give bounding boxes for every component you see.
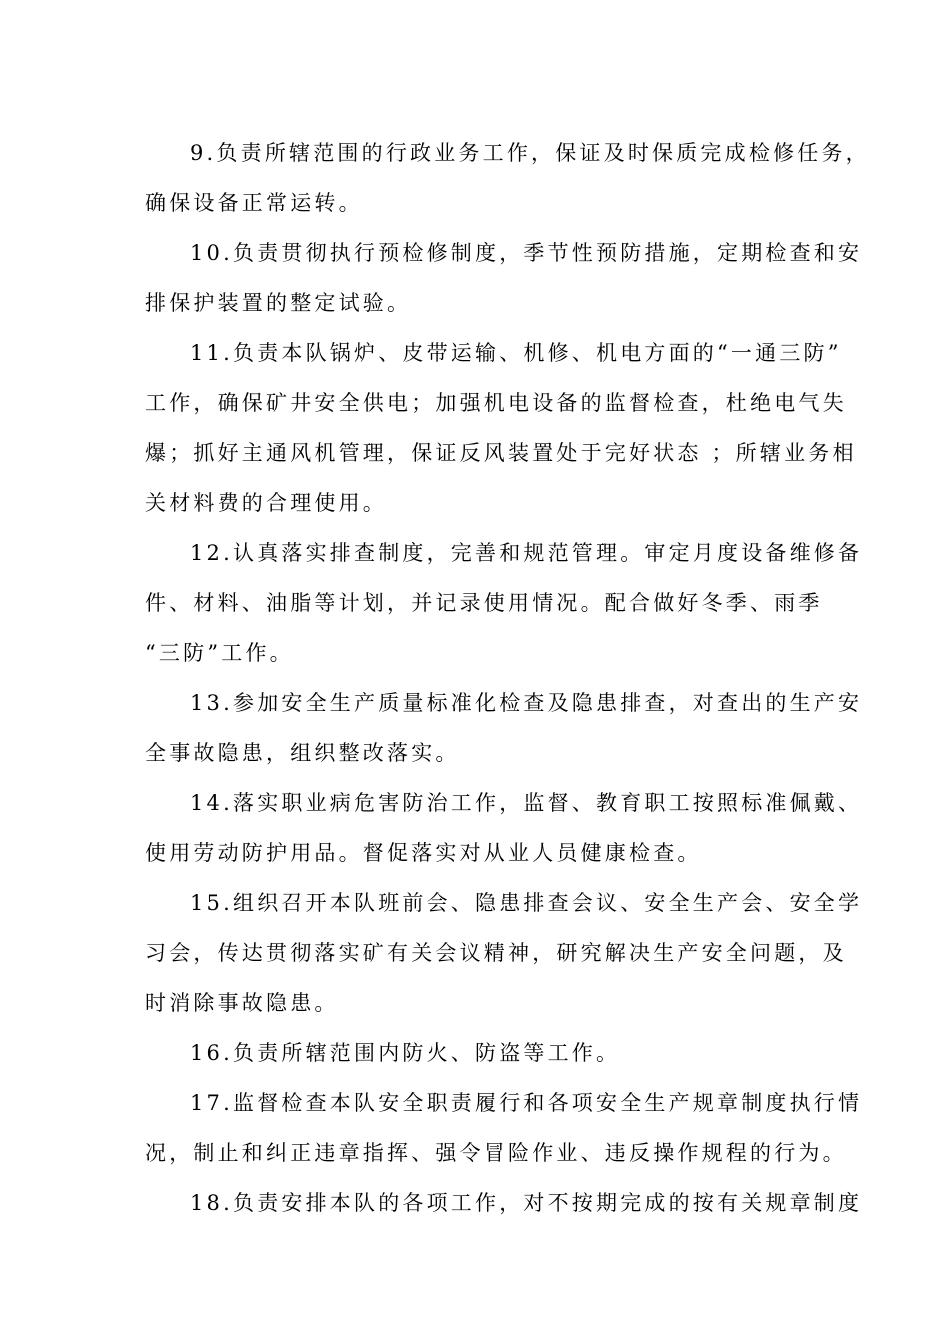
document-body: [145, 128, 870, 1228]
paragraph-line: 16.负责所辖范围内防火、防盗等工作。: [190, 1041, 621, 1065]
paragraph-13: [145, 678, 863, 778]
paragraph-line: 11.负责本队锅炉、皮带运输、机修、机电方面的“一通三防”: [190, 341, 842, 365]
paragraph-16: [145, 1028, 810, 1078]
paragraph-17: [145, 1078, 863, 1178]
paragraph-line: 习会，传达贯彻落实矿有关会议精神，研究解决生产安全问题，及: [145, 941, 847, 965]
paragraph-line: 排保护装置的整定试验。: [145, 291, 412, 315]
paragraph-11: [145, 328, 857, 528]
paragraph-line: 17.监督检查本队安全职责履行和各项安全生产规章制度执行情: [190, 1091, 863, 1115]
paragraph-15: [145, 878, 863, 1028]
paragraph-line: 时消除事故隐患。: [145, 991, 339, 1015]
paragraph-line: 工作，确保矿井安全供电；加强机电设备的监督检查，杜绝电气失: [145, 391, 847, 415]
paragraph-line: 件、材料、油脂等计划，并记录使用情况。配合做好冬季、雨季: [145, 591, 823, 615]
paragraph-line: 况，制止和纠正违章指挥、强令冒险作业、违反操作规程的行为。: [145, 1141, 847, 1165]
paragraph-14: [145, 778, 863, 878]
paragraph-line: 10.负责贯彻执行预检修制度，季节性预防措施，定期检查和安: [190, 241, 863, 265]
paragraph-line: 使用劳动防护用品。督促落实对从业人员健康检查。: [145, 841, 702, 865]
paragraph-12: [145, 528, 863, 678]
paragraph-line: 15.组织召开本队班前会、隐患排查会议、安全生产会、安全学: [190, 891, 863, 915]
paragraph-line: 9.负责所辖范围的行政业务工作，保证及时保质完成检修任务，: [190, 141, 870, 165]
paragraph-18: [145, 1178, 863, 1228]
paragraph-line: 全事故隐患，组织整改落实。: [145, 741, 460, 765]
paragraph-10: [145, 228, 863, 328]
paragraph-line: 爆；抓好主通风机管理，保证反风装置处于完好状态 ；所辖业务相: [145, 441, 857, 465]
paragraph-line: 14.落实职业病危害防治工作，监督、教育职工按照标准佩戴、: [190, 791, 863, 815]
paragraph-line: 确保设备正常运转。: [145, 191, 363, 215]
paragraph-line: 关材料费的合理使用。: [145, 491, 387, 515]
paragraph-line: 13.参加安全生产质量标准化检查及隐患排查，对查出的生产安: [190, 691, 863, 715]
paragraph-9: [145, 128, 870, 228]
paragraph-line: 18.负责安排本队的各项工作，对不按期完成的按有关规章制度: [190, 1191, 863, 1215]
paragraph-line: 12.认真落实排查制度，完善和规范管理。审定月度设备维修备: [190, 541, 863, 565]
paragraph-line: “三防”工作。: [145, 641, 294, 665]
